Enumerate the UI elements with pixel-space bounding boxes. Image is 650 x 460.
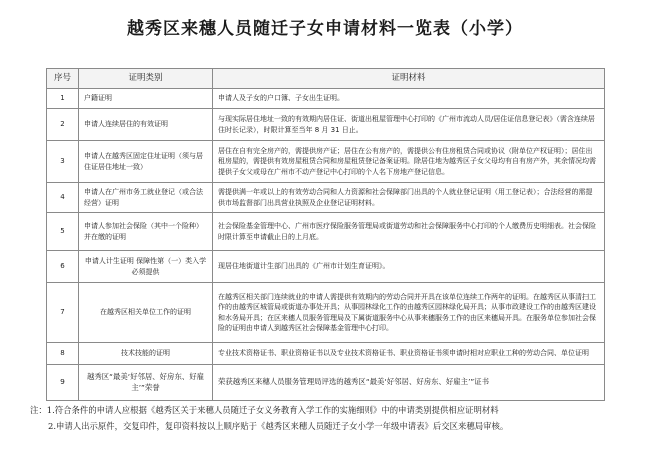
row-category: 申请人在广州市务工就业登记（或合法经营）证明 [79,183,213,213]
row-no: 3 [47,141,79,183]
row-category: 申请人连续居住的有效证明 [79,109,213,141]
row-no: 7 [47,283,79,343]
row-material: 在越秀区相关部门连续就业的申请人需提供有效期内的劳动合同并开具在该单位连续工作两年的证明。在越秀区从事清扫工作的由越秀区城管局或街道办事处开具；从事园林绿化工作的由越秀区园林绿化局开具；从事市政建设工作的由越秀区建设和水务局开具；在区来穗人员服务管理局及下属街道服务中心从事来穗服务工作的由区来穗局开具。在服务单位参加社会保险的证明由申请人到越秀区社会保障基金管理中心打印。 [213,283,605,343]
table-row [47,109,605,141]
table-header-row [47,69,605,89]
table-row [47,251,605,283]
table-row [47,343,605,365]
row-category: 申请人计生证明 保障性第（一）类入学必须提供 [79,251,213,283]
table-row [47,183,605,213]
row-no: 8 [47,343,79,365]
row-no: 9 [47,365,79,401]
row-no: 6 [47,251,79,283]
header-category: 证明类别 [79,69,213,89]
row-material: 需提供满一年或以上的有效劳动合同和人力资源和社会保障部门出具的个人就业登记证明（用工登记表）；合法经营的需提供市场监督部门出具营业执照及企业登记证明材料。 [213,183,605,213]
row-no: 1 [47,89,79,109]
page-title: 越秀区来穗人员随迁子女申请材料一览表（小学） [127,19,523,39]
materials-table [46,68,605,401]
row-no: 4 [47,183,79,213]
table-row [47,283,605,343]
table-row [47,89,605,109]
table-row [47,365,605,401]
row-category: 技术技能的证明 [79,343,213,365]
row-material: 申请人及子女的户口簿、子女出生证明。 [213,89,605,109]
table-row [47,141,605,183]
row-category: 户籍证明 [79,89,213,109]
row-material: 与现实际居住地址一致的有效期内居住证、街道出租屋管理中心打印的《广州市流动人员/居住证信息登记表》（需含连续居住时长记录），时限计算至当年 8 月 31 日止。 [213,109,605,141]
row-category: 在越秀区相关单位工作的证明 [79,283,213,343]
row-no: 5 [47,213,79,251]
header-no: 序号 [47,69,79,89]
row-category: 申请人参加社会保险（其中一个险种）并在缴的证明 [79,213,213,251]
header-material: 证明材料 [213,69,605,89]
row-material: 荣获越秀区来穗人员服务管理局评选的越秀区“最美‘好邻居、好房东、好雇主’”证书 [213,365,605,401]
row-material: 居住在自有完全房产的，需提供房产证；居住在公有房产的，需提供公有住房租赁合同或协议（附单位产权证明）；居住出租房屋的，需提供有效房屋租赁合同和房屋租赁登记备案证明。除居住地为越秀区子女父母均有自有房产外，其余情况均需提供子女父或母在广州市不动产登记中心打印的个人名下房地产登记信息。 [213,141,605,183]
note-2: 2.申请人出示原件，交复印件，复印资料按以上顺序贴于《越秀区来穗人员随迁子女小学一年级申请表》后交区来穗局审核。 [48,421,509,431]
row-no: 2 [47,109,79,141]
row-material: 专业技术资格证书、职业资格证书以及专业技术资格证书、职业资格证书须申请时相对应职业工种的劳动合同、单位证明 [213,343,605,365]
row-material: 社会保险基金管理中心、广州市医疗保险服务管理局或街道劳动和社会保障服务中心打印的个人缴费历史明细表。社会保险时限计算至申请截止日的上月底。 [213,213,605,251]
row-category: 申请人在越秀区固定住址证明（须与居住证居住地址一致） [79,141,213,183]
note-1: 注：1.符合条件的申请人应根据《越秀区关于来穗人员随迁子女义务教育入学工作的实施细则》中的申请类别提供相应证明材料 [30,405,499,415]
row-material: 现居住地街道计生部门出具的《广州市计划生育证明》。 [213,251,605,283]
notes [30,402,640,434]
table-row [47,213,605,251]
row-category: 越秀区“最美‘好邻居、好房东、好雇主’”荣誉 [79,365,213,401]
